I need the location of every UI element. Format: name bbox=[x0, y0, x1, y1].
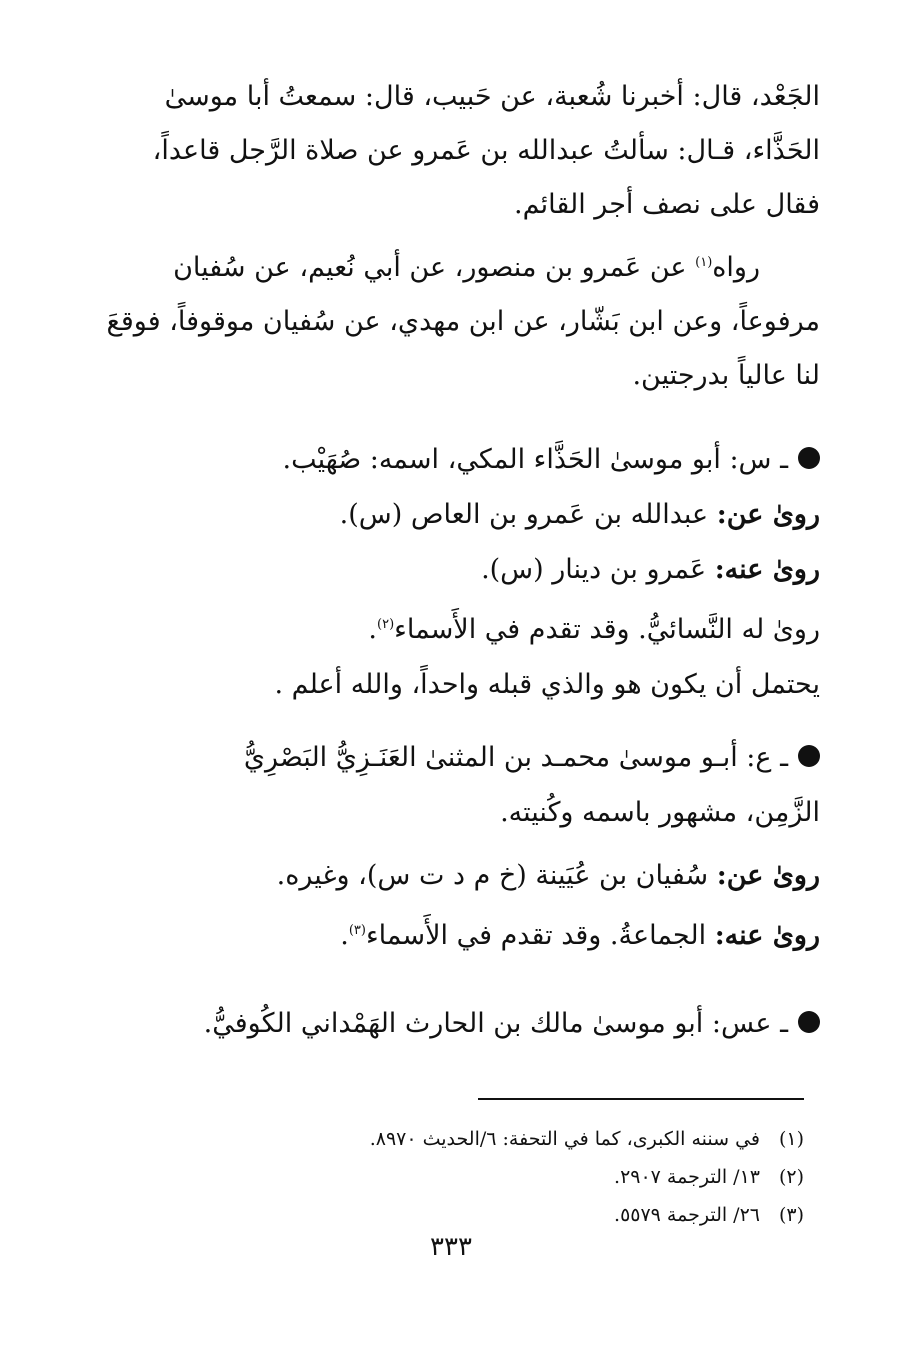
footnote-3 bbox=[204, 1196, 804, 1234]
entry-3 bbox=[104, 996, 820, 1051]
entry-2-head-2: الزَّمِن، مشهور باسمه وكُنيته. bbox=[500, 797, 820, 828]
footnote-number: (٢) bbox=[778, 1166, 804, 1188]
entry-3-head bbox=[104, 996, 820, 1051]
nasai-text: رویٰ له النَّسائيُّ. وقد تقدم في الأَسماء bbox=[394, 614, 820, 645]
entry-2-head bbox=[104, 730, 820, 785]
footnote-1 bbox=[204, 1120, 804, 1158]
footnote-ref-2: (٢) bbox=[377, 617, 395, 632]
page-number: ٣٣٣ bbox=[430, 1232, 472, 1262]
paragraph-2-text-post: عن عَمرو بن منصور، عن أبي نُعيم، عن سُفيان bbox=[173, 252, 696, 283]
paragraph-2-line-1 bbox=[104, 236, 820, 295]
footnote-number: (١) bbox=[778, 1128, 804, 1150]
rawa-an-text: سُفيان بن عُيَينة (خ م د ت س)، وغيره. bbox=[276, 860, 717, 891]
nasai-end: . bbox=[368, 614, 378, 645]
paragraph-2 bbox=[104, 236, 820, 403]
footnote-text: في سننه الكبرى، كما في التحفة: ٦/الحديث ٨٩٧٠. bbox=[369, 1128, 760, 1150]
entry-1-note: يحتمل أن يكون هو والذي قبله واحداً، والله أعلم . bbox=[274, 669, 820, 700]
footnote-number: (٣) bbox=[778, 1204, 804, 1226]
paragraph-2-line-2: مرفوعاً، وعن ابن بَشّار، عن ابن مهدي، عن سُفيان موقوفاً، فوقعَ bbox=[106, 306, 820, 337]
entry-2-rawa-an bbox=[104, 848, 820, 903]
rawa-an-label: رویٰ عن: bbox=[716, 860, 820, 891]
rawa-an-label: رویٰ عن: bbox=[716, 499, 820, 530]
footnote-ref-1: (١) bbox=[695, 255, 713, 270]
rawa-anhu-end: . bbox=[340, 920, 349, 951]
footnote-text: ١٣/ الترجمة ٢٩٠٧. bbox=[614, 1166, 760, 1188]
paragraph-1-line-2: الحَذَّاء، قـال: سألتُ عبدالله بن عَمرو عن صلاة الرَّجل قاعداً، bbox=[152, 135, 820, 166]
entry-1-nasai bbox=[104, 597, 820, 657]
paragraph-1 bbox=[104, 70, 820, 232]
paragraph-1-line-3: فقال على نصف أجر القائم. bbox=[514, 189, 820, 220]
bullet-icon bbox=[798, 1011, 820, 1033]
paragraph-2-line-3: لنا عالياً بدرجتين. bbox=[632, 360, 820, 391]
rawa-anhu-text: الجماعةُ. وقد تقدم في الأَسماء bbox=[365, 920, 715, 951]
bullet-icon bbox=[798, 745, 820, 767]
entry-1-head-text: ـ س: أبو موسىٰ الحَذَّاء المكي، اسمه: صُهَيْب. bbox=[282, 444, 788, 475]
entry-2-rawa-anhu bbox=[104, 903, 820, 963]
paragraph-1-line-1: الجَعْد، قال: أخبرنا شُعبة، عن حَبيب، قال: سمعتُ أبا موسىٰ bbox=[164, 81, 820, 112]
rawa-anhu-text: عَمرو بن دينار (س). bbox=[481, 554, 715, 585]
entry-1-rawa-anhu bbox=[104, 542, 820, 597]
rawa-an-text: عبدالله بن عَمرو بن العاص (س). bbox=[339, 499, 717, 530]
entry-2 bbox=[104, 730, 820, 963]
footnote-text: ٢٦/ الترجمة ٥٥٧٩. bbox=[614, 1204, 760, 1226]
entry-2-head-text: ـ ع: أبـو موسىٰ محمـد بن المثنىٰ العَنَـزِيُّ البَصْرِيُّ bbox=[243, 742, 788, 773]
paragraph-2-text-pre: رواه bbox=[712, 252, 760, 283]
footnotes bbox=[204, 1120, 804, 1234]
entry-1-head bbox=[104, 432, 820, 487]
entry-3-head-text: ـ عس: أبو موسىٰ مالك بن الحارث الهَمْداني الكُوفيُّ. bbox=[203, 1008, 788, 1039]
rawa-anhu-label: رویٰ عنه: bbox=[714, 554, 820, 585]
footnote-ref-3: (٣) bbox=[348, 923, 366, 938]
entry-1 bbox=[104, 432, 820, 712]
entry-1-rawa-an bbox=[104, 487, 820, 542]
bullet-icon bbox=[798, 447, 820, 469]
footnote-2 bbox=[204, 1158, 804, 1196]
footnote-divider bbox=[478, 1098, 804, 1100]
rawa-anhu-label: رویٰ عنه: bbox=[714, 920, 820, 951]
